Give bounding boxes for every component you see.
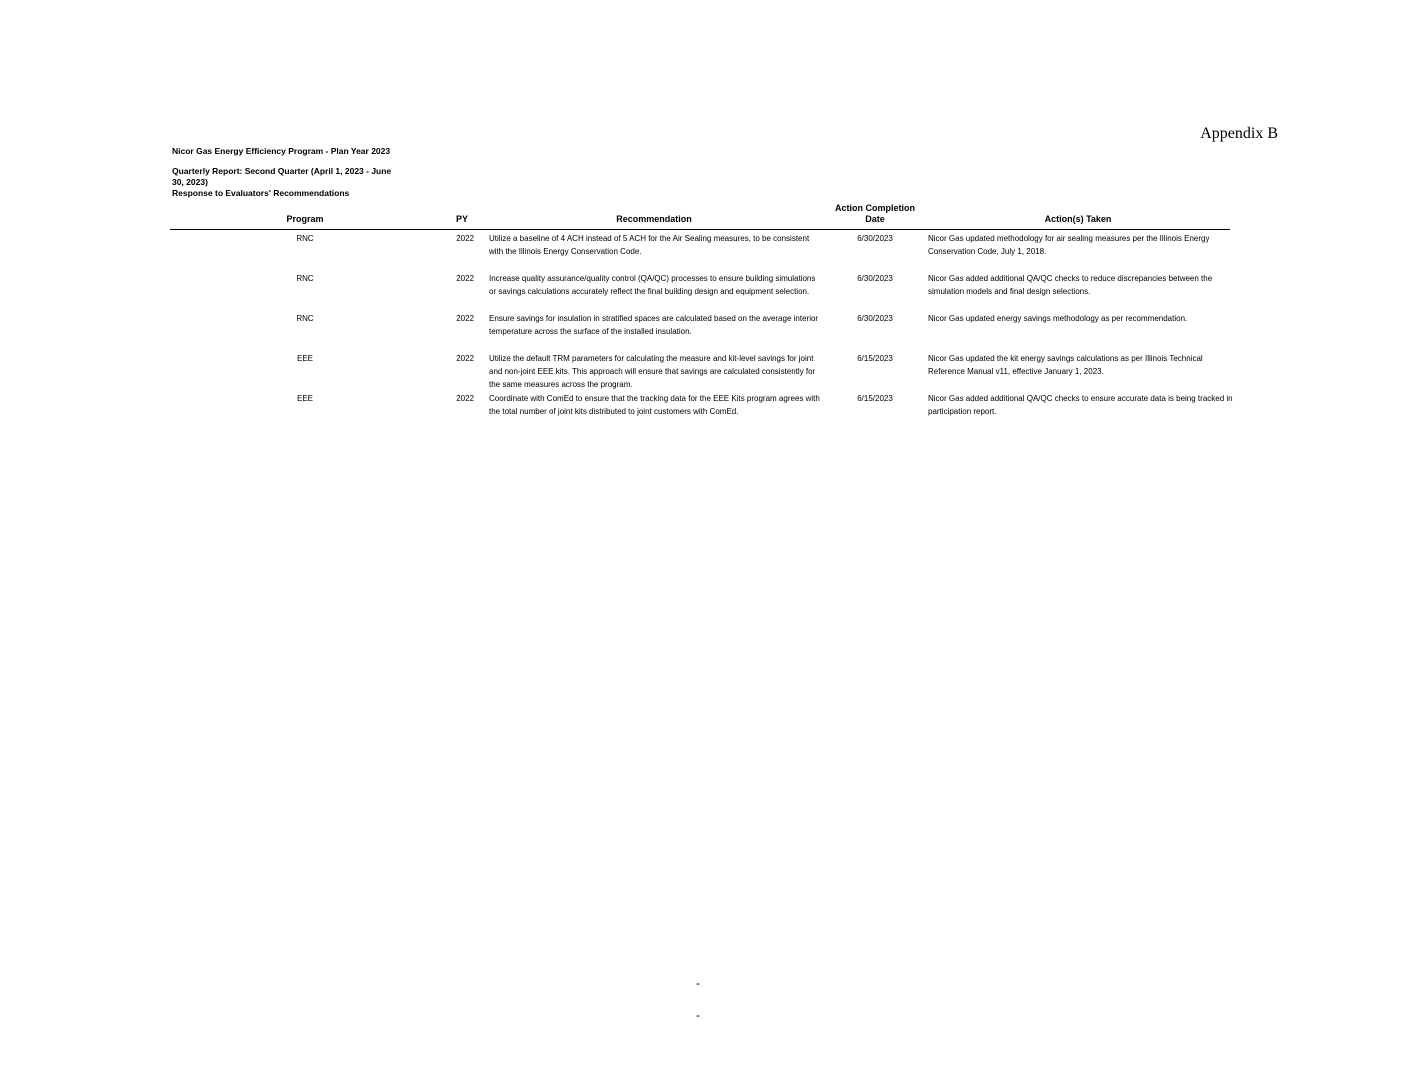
- cell-py: 2022: [456, 234, 474, 243]
- cell-program: EEE: [296, 394, 313, 403]
- column-header-actions: Action(s) Taken: [1044, 214, 1112, 224]
- cell-program: RNC: [296, 234, 314, 243]
- cell-completion-date: 6/15/2023: [857, 394, 893, 403]
- cell-recommendation: Increase quality assurance/quality control (QA/QC) processes to ensure building simulations or savings calculations accurately reflect the final building design and equipment selection.: [489, 274, 816, 296]
- cell-program: RNC: [296, 314, 314, 323]
- report-subtitle: Response to Evaluators' Recommendations: [172, 188, 350, 198]
- table-row: [170, 270, 1230, 310]
- cell-py: 2022: [456, 314, 474, 323]
- cell-completion-date: 6/30/2023: [857, 274, 893, 283]
- cell-completion-date: 6/15/2023: [857, 354, 893, 363]
- cell-recommendation: Utilize the default TRM parameters for calculating the measure and kit-level savings for joint and non-joint EEE kits. This approach will ensure that savings are calculated consistently for the same measures across the program.: [489, 354, 816, 389]
- cell-completion-date: 6/30/2023: [857, 314, 893, 323]
- page-footer-dash: -: [696, 976, 700, 990]
- table-row: [170, 350, 1230, 390]
- page-footer-dash: -: [696, 1008, 700, 1022]
- report-title: Nicor Gas Energy Efficiency Program - Plan Year 2023: [172, 146, 391, 156]
- column-header-py: PY: [455, 214, 468, 224]
- cell-actions-taken: Nicor Gas updated energy savings methodology as per recommendation.: [928, 314, 1188, 323]
- appendix-label: Appendix B: [1200, 125, 1278, 142]
- cell-actions-taken: Nicor Gas added additional QA/QC checks to reduce discrepancies between the simulation models and final design selections.: [928, 274, 1213, 296]
- column-header-date-line2: Date: [865, 214, 885, 224]
- column-header-recommendation: Recommendation: [616, 214, 692, 224]
- report-period-line1: Quarterly Report: Second Quarter (April 1, 2023 - June: [172, 166, 392, 176]
- cell-actions-taken: Nicor Gas updated the kit energy savings calculations as per Illinois Technical Reference Manual v11, effective January 1, 2023.: [928, 354, 1203, 376]
- cell-recommendation: Ensure savings for insulation in stratified spaces are calculated based on the average interior temperature across the surface of the installed insulation.: [489, 314, 819, 336]
- table-row: [170, 310, 1230, 350]
- cell-completion-date: 6/30/2023: [857, 234, 893, 243]
- table-header: [170, 205, 1230, 230]
- column-header-program: Program: [286, 214, 324, 224]
- table-row: [170, 230, 1230, 270]
- cell-py: 2022: [456, 394, 474, 403]
- cell-program: EEE: [296, 354, 313, 363]
- report-period-line2: 30, 2023): [172, 177, 208, 187]
- cell-program: RNC: [296, 274, 314, 283]
- cell-recommendation: Coordinate with ComEd to ensure that the tracking data for the EEE Kits program agrees with the total number of joint kits distributed to joint customers with ComEd.: [489, 394, 820, 416]
- cell-actions-taken: Nicor Gas added additional QA/QC checks to ensure accurate data is being tracked in participation report.: [928, 394, 1233, 416]
- recommendations-table: [170, 203, 1233, 430]
- cell-recommendation: Utilize a baseline of 4 ACH instead of 5 ACH for the Air Sealing measures, to be consistent with the Illinois Energy Conservation Code.: [489, 234, 810, 256]
- table-row: [170, 390, 1233, 430]
- column-header-date-line1: Action Completion: [835, 203, 915, 213]
- report-header: [172, 146, 442, 199]
- column-header-completion-date: [820, 203, 930, 225]
- cell-actions-taken: Nicor Gas updated methodology for air sealing measures per the Illinois Energy Conservation Code, July 1, 2018.: [928, 234, 1210, 256]
- cell-py: 2022: [456, 354, 474, 363]
- cell-py: 2022: [456, 274, 474, 283]
